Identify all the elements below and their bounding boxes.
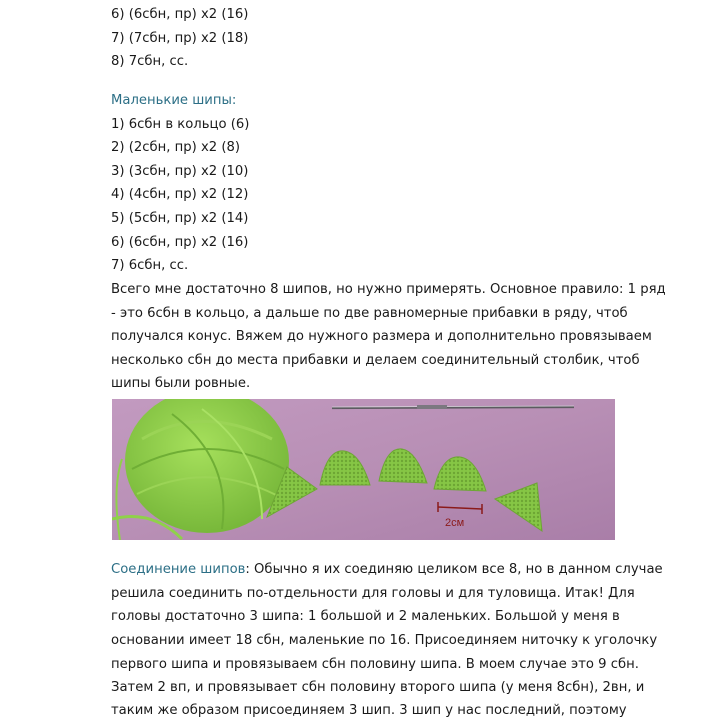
pattern-row: 8) 7сбн, сс. bbox=[111, 54, 189, 69]
paragraph-line: Затем 2 вп, и провязывает сбн половину второго шипа (у меня 8сбн), 2вн, и bbox=[111, 680, 645, 695]
pattern-row: 4) (4сбн, пр) х2 (12) bbox=[111, 187, 249, 202]
pattern-row: 7) 6сбн, сс. bbox=[111, 258, 189, 273]
pattern-row: 1) 6сбн в кольцо (6) bbox=[111, 117, 250, 132]
paragraph-line: - это 6сбн в кольцо, а дальше по две равномерные прибавки в ряду, чтоб bbox=[111, 306, 628, 321]
pattern-row: 5) (5сбн, пр) х2 (14) bbox=[111, 211, 249, 226]
pattern-row: 3) (3сбн, пр) х2 (10) bbox=[111, 164, 249, 179]
paragraph-line: шипы были ровные. bbox=[111, 376, 251, 391]
paragraph-line: Всего мне достаточно 8 шипов, но нужно примерять. Основное правило: 1 ряд bbox=[111, 282, 666, 297]
paragraph-line: получался конус. Вяжем до нужного размера и дополнительно провязываем bbox=[111, 329, 652, 344]
measurement-label: 2см bbox=[445, 517, 465, 529]
pattern-row: 7) (7сбн, пр) х2 (18) bbox=[111, 31, 249, 46]
paragraph-line: основании имеет 18 сбн, маленькие по 16. Присоединяем ниточку к уголочку bbox=[111, 633, 658, 648]
paragraph-line: первого шипа и провязываем сбн половину шипа. В моем случае это 9 сбн. bbox=[111, 657, 639, 672]
pattern-row: 6) (6сбн, пр) х2 (16) bbox=[111, 7, 249, 22]
pattern-row: 6) (6сбн, пр) х2 (16) bbox=[111, 235, 249, 250]
joining-first-line-text: : Обычно я их соединяю целиком все 8, но в данном случае bbox=[245, 562, 663, 577]
small-spikes-heading: Маленькие шипы: bbox=[111, 93, 237, 108]
joining-first-line bbox=[111, 562, 663, 578]
paragraph-line: решила соединить по-отдельности для головы и для туловища. Итак! Для bbox=[111, 586, 635, 601]
paragraph-line: несколько сбн до места прибавки и делаем соединительный столбик, чтоб bbox=[111, 353, 640, 368]
photo-illustration bbox=[112, 399, 615, 540]
pattern-row: 2) (2сбн, пр) х2 (8) bbox=[111, 140, 241, 155]
paragraph-line: головы достаточно 3 шипа: 1 большой и 2 маленьких. Большой у меня в bbox=[111, 609, 620, 624]
crochet-spikes-photo bbox=[112, 399, 615, 540]
paragraph-line: таким же образом присоединяем 3 шип. 3 шип у нас последний, поэтому bbox=[111, 703, 627, 718]
joining-heading: Соединение шипов bbox=[111, 562, 246, 577]
